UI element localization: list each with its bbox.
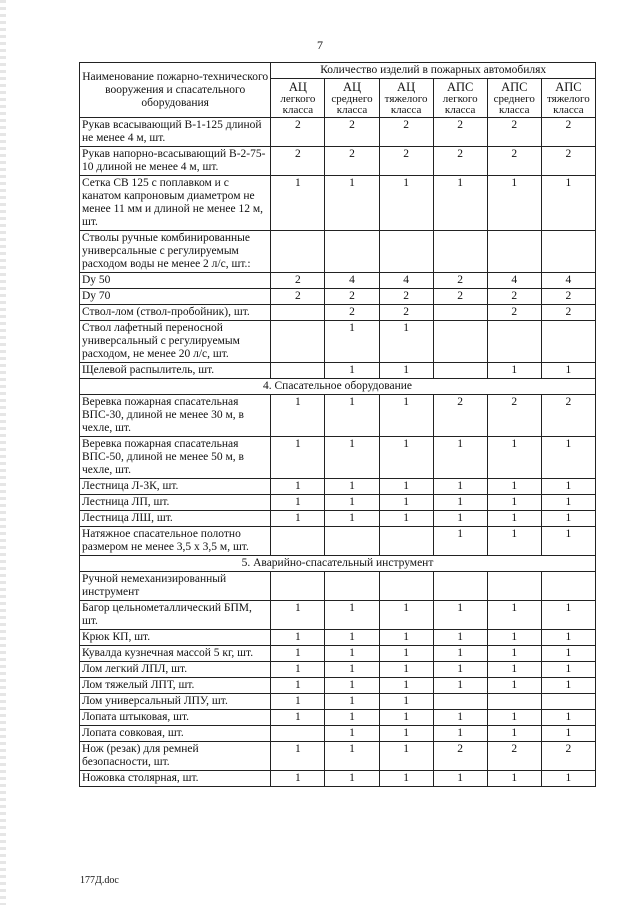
item-name: Рукав всасывающий В-1-125 длиной не менее 4 м, шт. bbox=[80, 118, 271, 147]
item-quantity: 1 bbox=[271, 662, 325, 678]
item-quantity: 2 bbox=[325, 289, 379, 305]
item-quantity: 1 bbox=[325, 395, 379, 437]
item-quantity: 1 bbox=[325, 511, 379, 527]
item-quantity: 1 bbox=[271, 511, 325, 527]
item-quantity: 2 bbox=[325, 305, 379, 321]
item-quantity: 1 bbox=[541, 479, 595, 495]
item-quantity bbox=[541, 231, 595, 273]
item-quantity: 2 bbox=[271, 118, 325, 147]
table-row bbox=[80, 321, 596, 363]
table-row bbox=[80, 479, 596, 495]
item-quantity: 1 bbox=[325, 726, 379, 742]
page-number: 7 bbox=[317, 38, 323, 52]
item-quantity: 1 bbox=[325, 495, 379, 511]
item-quantity: 1 bbox=[379, 694, 433, 710]
item-quantity: 2 bbox=[433, 742, 487, 771]
item-quantity bbox=[379, 572, 433, 601]
item-quantity: 1 bbox=[379, 479, 433, 495]
item-quantity: 2 bbox=[433, 118, 487, 147]
scan-edge bbox=[0, 0, 6, 905]
item-quantity: 1 bbox=[379, 321, 433, 363]
item-quantity: 1 bbox=[271, 495, 325, 511]
item-quantity: 1 bbox=[541, 771, 595, 787]
item-quantity bbox=[271, 363, 325, 379]
item-quantity: 1 bbox=[325, 437, 379, 479]
item-quantity: 1 bbox=[487, 710, 541, 726]
item-quantity: 1 bbox=[379, 511, 433, 527]
item-quantity: 1 bbox=[325, 630, 379, 646]
item-quantity: 1 bbox=[271, 710, 325, 726]
item-quantity bbox=[433, 321, 487, 363]
item-quantity: 1 bbox=[379, 495, 433, 511]
item-quantity: 1 bbox=[325, 321, 379, 363]
section-row bbox=[80, 379, 596, 395]
item-quantity: 1 bbox=[487, 646, 541, 662]
item-quantity: 1 bbox=[487, 527, 541, 556]
item-quantity: 1 bbox=[487, 495, 541, 511]
item-quantity: 1 bbox=[433, 678, 487, 694]
table-row bbox=[80, 363, 596, 379]
item-name: Лом тяжелый ЛПТ, шт. bbox=[80, 678, 271, 694]
item-quantity: 1 bbox=[487, 771, 541, 787]
item-name: Стволы ручные комбинированные универсальные с регулируемым расходом воды не менее 2 л/с, шт.: bbox=[80, 231, 271, 273]
item-quantity bbox=[271, 321, 325, 363]
item-quantity: 1 bbox=[379, 601, 433, 630]
item-quantity bbox=[325, 572, 379, 601]
item-quantity: 1 bbox=[379, 395, 433, 437]
item-quantity bbox=[433, 231, 487, 273]
table-row bbox=[80, 771, 596, 787]
item-quantity: 1 bbox=[325, 694, 379, 710]
item-quantity: 1 bbox=[271, 646, 325, 662]
table-row bbox=[80, 305, 596, 321]
item-quantity: 2 bbox=[541, 147, 595, 176]
item-name: Лопата штыковая, шт. bbox=[80, 710, 271, 726]
header-subcolumn bbox=[541, 79, 595, 118]
item-quantity: 1 bbox=[487, 601, 541, 630]
item-quantity: 2 bbox=[325, 147, 379, 176]
table-row bbox=[80, 694, 596, 710]
item-quantity bbox=[379, 231, 433, 273]
item-quantity: 1 bbox=[487, 630, 541, 646]
item-quantity: 1 bbox=[379, 678, 433, 694]
table-row bbox=[80, 662, 596, 678]
item-name: Нож (резак) для ремней безопасности, шт. bbox=[80, 742, 271, 771]
item-quantity: 1 bbox=[325, 771, 379, 787]
item-quantity: 2 bbox=[433, 147, 487, 176]
item-quantity: 1 bbox=[433, 726, 487, 742]
subcolumn-class: среднего класса bbox=[331, 93, 373, 116]
item-quantity bbox=[541, 694, 595, 710]
item-quantity bbox=[271, 726, 325, 742]
item-quantity: 1 bbox=[325, 479, 379, 495]
item-quantity bbox=[271, 231, 325, 273]
equipment-table bbox=[79, 62, 596, 787]
item-quantity: 4 bbox=[325, 273, 379, 289]
item-quantity bbox=[433, 305, 487, 321]
item-quantity: 1 bbox=[325, 742, 379, 771]
item-name: Ствол лафетный переносной универсальный с регулируемым расходом, не менее 20 л/с, шт. bbox=[80, 321, 271, 363]
item-quantity: 2 bbox=[541, 742, 595, 771]
item-quantity: 1 bbox=[325, 678, 379, 694]
item-quantity: 2 bbox=[379, 118, 433, 147]
table-row bbox=[80, 511, 596, 527]
table-row bbox=[80, 726, 596, 742]
item-quantity: 2 bbox=[271, 289, 325, 305]
item-quantity: 1 bbox=[541, 601, 595, 630]
item-quantity bbox=[487, 572, 541, 601]
item-quantity: 1 bbox=[271, 694, 325, 710]
footer-filename: 177Д.doc bbox=[80, 875, 119, 886]
item-quantity: 4 bbox=[541, 273, 595, 289]
item-name: Ствол-лом (ствол-пробойник), шт. bbox=[80, 305, 271, 321]
item-name: Dy 70 bbox=[80, 289, 271, 305]
item-name: Веревка пожарная спасательная ВПС-50, длиной не менее 50 м, в чехле, шт. bbox=[80, 437, 271, 479]
table-row bbox=[80, 601, 596, 630]
item-quantity: 2 bbox=[325, 118, 379, 147]
item-quantity: 2 bbox=[271, 147, 325, 176]
item-quantity: 1 bbox=[433, 646, 487, 662]
item-quantity: 1 bbox=[325, 662, 379, 678]
subcolumn-abbr: АЦ bbox=[288, 80, 307, 94]
item-quantity: 2 bbox=[487, 147, 541, 176]
item-quantity bbox=[433, 572, 487, 601]
header-subcolumn bbox=[433, 79, 487, 118]
item-quantity: 2 bbox=[541, 118, 595, 147]
item-quantity: 1 bbox=[433, 176, 487, 231]
header-group-title: Количество изделий в пожарных автомобилях bbox=[271, 63, 596, 79]
item-quantity: 1 bbox=[271, 437, 325, 479]
item-quantity: 4 bbox=[379, 273, 433, 289]
header-subcolumn bbox=[271, 79, 325, 118]
item-quantity: 1 bbox=[541, 527, 595, 556]
item-quantity bbox=[487, 321, 541, 363]
item-quantity: 1 bbox=[541, 363, 595, 379]
header-name-column: Наименование пожарно-технического вооружения и спасательного оборудования bbox=[80, 63, 271, 118]
header-subcolumn bbox=[325, 79, 379, 118]
subcolumn-class: среднего класса bbox=[493, 93, 535, 116]
item-quantity: 1 bbox=[487, 479, 541, 495]
item-quantity: 2 bbox=[487, 289, 541, 305]
item-quantity bbox=[325, 231, 379, 273]
item-name: Лестница ЛП, шт. bbox=[80, 495, 271, 511]
subcolumn-class: легкого класса bbox=[442, 93, 478, 116]
item-name: Лопата совковая, шт. bbox=[80, 726, 271, 742]
item-quantity: 1 bbox=[541, 630, 595, 646]
item-quantity: 1 bbox=[379, 630, 433, 646]
table-row bbox=[80, 147, 596, 176]
item-quantity bbox=[433, 694, 487, 710]
item-quantity: 1 bbox=[379, 176, 433, 231]
table-row bbox=[80, 678, 596, 694]
item-quantity bbox=[487, 694, 541, 710]
item-name: Лестница Л-3К, шт. bbox=[80, 479, 271, 495]
item-quantity: 1 bbox=[433, 601, 487, 630]
item-quantity: 1 bbox=[271, 771, 325, 787]
item-quantity: 1 bbox=[433, 771, 487, 787]
item-quantity: 1 bbox=[487, 176, 541, 231]
item-quantity: 1 bbox=[271, 479, 325, 495]
table-row bbox=[80, 176, 596, 231]
item-quantity: 1 bbox=[433, 437, 487, 479]
table-row bbox=[80, 630, 596, 646]
item-quantity: 2 bbox=[541, 395, 595, 437]
item-quantity: 1 bbox=[379, 662, 433, 678]
item-quantity: 1 bbox=[487, 726, 541, 742]
item-quantity: 1 bbox=[541, 678, 595, 694]
item-quantity: 1 bbox=[271, 630, 325, 646]
item-quantity: 2 bbox=[433, 273, 487, 289]
table-row bbox=[80, 231, 596, 273]
item-quantity: 2 bbox=[433, 289, 487, 305]
item-quantity: 1 bbox=[379, 771, 433, 787]
item-name: Dy 50 bbox=[80, 273, 271, 289]
item-quantity: 1 bbox=[271, 176, 325, 231]
subcolumn-class: тяжелого класса bbox=[547, 93, 590, 116]
item-quantity: 2 bbox=[541, 289, 595, 305]
header-subcolumn bbox=[487, 79, 541, 118]
item-quantity: 1 bbox=[379, 726, 433, 742]
subcolumn-abbr: АЦ bbox=[397, 80, 416, 94]
item-quantity: 1 bbox=[379, 437, 433, 479]
item-name: Ножовка столярная, шт. bbox=[80, 771, 271, 787]
item-quantity bbox=[271, 527, 325, 556]
item-quantity bbox=[541, 321, 595, 363]
item-quantity: 1 bbox=[325, 363, 379, 379]
item-quantity: 1 bbox=[271, 678, 325, 694]
item-quantity: 1 bbox=[541, 176, 595, 231]
item-name: Крюк КП, шт. bbox=[80, 630, 271, 646]
table-header bbox=[80, 63, 596, 118]
item-quantity: 1 bbox=[487, 363, 541, 379]
item-quantity: 2 bbox=[487, 118, 541, 147]
item-quantity: 1 bbox=[487, 511, 541, 527]
item-quantity: 1 bbox=[541, 726, 595, 742]
item-quantity: 1 bbox=[433, 630, 487, 646]
item-quantity: 2 bbox=[487, 305, 541, 321]
item-quantity: 1 bbox=[541, 495, 595, 511]
item-quantity: 1 bbox=[487, 678, 541, 694]
item-quantity: 2 bbox=[379, 147, 433, 176]
item-name: Веревка пожарная спасательная ВПС-30, длиной не менее 30 м, в чехле, шт. bbox=[80, 395, 271, 437]
item-quantity: 1 bbox=[541, 437, 595, 479]
item-quantity bbox=[487, 231, 541, 273]
section-title: 5. Аварийно-спасательный инструмент bbox=[80, 556, 596, 572]
item-quantity: 1 bbox=[379, 742, 433, 771]
item-quantity: 4 bbox=[487, 273, 541, 289]
table-row bbox=[80, 742, 596, 771]
item-quantity bbox=[271, 572, 325, 601]
table-row bbox=[80, 437, 596, 479]
item-quantity bbox=[433, 363, 487, 379]
item-quantity: 1 bbox=[325, 176, 379, 231]
table-row bbox=[80, 710, 596, 726]
item-name: Лестница ЛШ, шт. bbox=[80, 511, 271, 527]
item-quantity: 2 bbox=[433, 395, 487, 437]
item-quantity: 1 bbox=[487, 662, 541, 678]
item-quantity: 1 bbox=[487, 437, 541, 479]
item-quantity bbox=[271, 305, 325, 321]
item-quantity: 1 bbox=[433, 710, 487, 726]
item-quantity bbox=[541, 572, 595, 601]
item-quantity: 2 bbox=[379, 305, 433, 321]
subcolumn-abbr: АПС bbox=[501, 80, 528, 94]
item-name: Ручной немеханизированный инструмент bbox=[80, 572, 271, 601]
item-quantity: 1 bbox=[325, 710, 379, 726]
section-row bbox=[80, 556, 596, 572]
subcolumn-abbr: АЦ bbox=[342, 80, 362, 94]
item-quantity: 1 bbox=[541, 662, 595, 678]
item-quantity: 1 bbox=[271, 742, 325, 771]
item-quantity: 1 bbox=[433, 511, 487, 527]
item-quantity: 1 bbox=[433, 495, 487, 511]
table-row bbox=[80, 118, 596, 147]
item-quantity bbox=[325, 527, 379, 556]
section-title: 4. Спасательное оборудование bbox=[80, 379, 596, 395]
item-quantity: 1 bbox=[433, 479, 487, 495]
item-quantity: 1 bbox=[379, 363, 433, 379]
item-name: Кувалда кузнечная массой 5 кг, шт. bbox=[80, 646, 271, 662]
table-row bbox=[80, 395, 596, 437]
item-quantity bbox=[379, 527, 433, 556]
item-quantity: 1 bbox=[433, 662, 487, 678]
item-quantity: 2 bbox=[379, 289, 433, 305]
item-name: Сетка СВ 125 с поплавком и с канатом капроновым диаметром не менее 11 мм и длиной не менее 12 м, шт. bbox=[80, 176, 271, 231]
subcolumn-abbr: АПС bbox=[555, 80, 582, 94]
item-quantity: 2 bbox=[487, 742, 541, 771]
table-row bbox=[80, 495, 596, 511]
subcolumn-class: тяжелого класса bbox=[384, 93, 428, 116]
subcolumn-abbr: АПС bbox=[446, 80, 474, 94]
item-name: Рукав напорно-всасывающий В-2-75-10 длиной не менее 4 м, шт. bbox=[80, 147, 271, 176]
item-quantity: 1 bbox=[433, 527, 487, 556]
item-name: Багор цельнометаллический БПМ, шт. bbox=[80, 601, 271, 630]
header-subcolumn bbox=[379, 79, 433, 118]
item-quantity: 1 bbox=[325, 601, 379, 630]
table-row bbox=[80, 289, 596, 305]
table-row bbox=[80, 527, 596, 556]
item-quantity: 2 bbox=[487, 395, 541, 437]
item-quantity: 1 bbox=[271, 601, 325, 630]
item-quantity: 1 bbox=[379, 710, 433, 726]
item-quantity: 1 bbox=[541, 646, 595, 662]
subcolumn-class: легкого класса bbox=[280, 93, 316, 116]
item-quantity: 1 bbox=[379, 646, 433, 662]
table-row bbox=[80, 572, 596, 601]
item-quantity: 1 bbox=[541, 511, 595, 527]
table-row bbox=[80, 646, 596, 662]
item-quantity: 2 bbox=[541, 305, 595, 321]
item-name: Щелевой распылитель, шт. bbox=[80, 363, 271, 379]
item-name: Натяжное спасательное полотно размером не менее 3,5 х 3,5 м, шт. bbox=[80, 527, 271, 556]
item-quantity: 2 bbox=[271, 273, 325, 289]
table-row bbox=[80, 273, 596, 289]
item-quantity: 1 bbox=[271, 395, 325, 437]
table-body bbox=[80, 118, 596, 787]
item-name: Лом универсальный ЛПУ, шт. bbox=[80, 694, 271, 710]
item-quantity: 1 bbox=[325, 646, 379, 662]
item-name: Лом легкий ЛПЛ, шт. bbox=[80, 662, 271, 678]
item-quantity: 1 bbox=[541, 710, 595, 726]
